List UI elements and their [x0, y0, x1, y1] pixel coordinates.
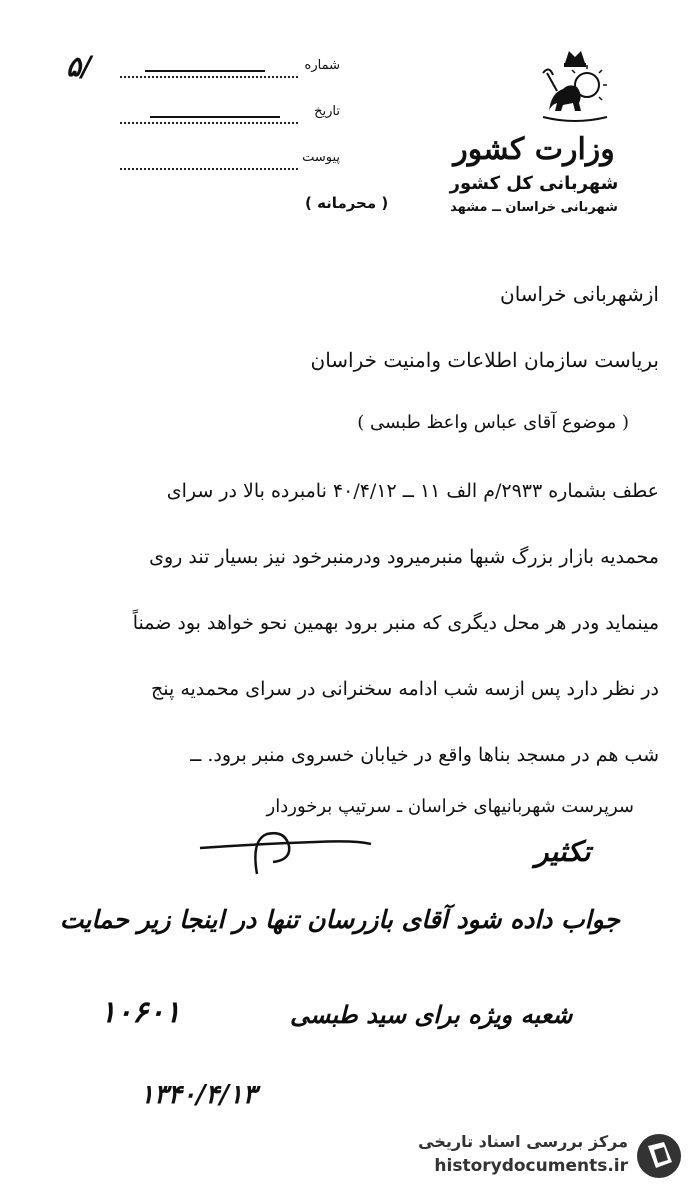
number-strike-mark: [145, 70, 265, 72]
watermark-url: historydocuments.ir: [434, 1156, 628, 1176]
body-line: محمدیه بازار بزرگ شبها منبرمیرود ودرمنبرخود نیز بسیار تند روی: [149, 546, 659, 568]
attachment-label: پیوست: [302, 150, 340, 165]
body-line: عطف بشماره ۲۹۳۳/م الف ۱۱ ــ ۴۰/۴/۱۲ نامبرده بالا در سرای: [166, 480, 659, 502]
date-label: تاریخ: [314, 104, 340, 119]
form-fields: [60, 50, 340, 188]
number-label: شماره: [304, 58, 340, 73]
number-dotted-line: [120, 76, 298, 78]
attachment-dotted-line: [120, 168, 298, 170]
number-value: ۵/: [66, 50, 92, 83]
letter-from: ازشهربانی خراسان: [500, 282, 659, 306]
handwritten-ref-number: ۱۰۶۰۱: [100, 995, 181, 1030]
lion-and-sun-emblem-icon: [535, 45, 615, 125]
letter-subject: ( موضوع آقای عباس واعظ طبسی ): [357, 412, 629, 433]
attachment-field: [60, 142, 340, 188]
watermark-logo-icon: [634, 1132, 684, 1180]
handwritten-date: ۱۳۴۰/۴/۱۳: [140, 1080, 257, 1110]
body-line: در نظر دارد پس ازسه شب ادامه سخنرانی در سرای محمدیه پنج: [151, 678, 659, 700]
handwritten-note-copy: تکثیر: [535, 835, 591, 868]
date-strike-mark: [150, 116, 280, 118]
letterhead: [409, 132, 659, 215]
classification-label: ( محرمانه ): [305, 194, 389, 212]
signature-scribble-icon: [195, 820, 375, 880]
body-line: شب هم در مسجد بناها واقع در خیابان خسروی منبر برود. ــ: [190, 744, 659, 766]
body-line: مینماید ودر هر محل دیگری که منبر برود بهمین نحو خواهد بود ضمناً: [132, 612, 659, 634]
number-field: [60, 50, 340, 96]
signature-line: سرپرست شهربانیهای خراسان ـ سرتیپ برخوردار: [266, 796, 634, 817]
regional-police-title: شهربانی خراسان ــ مشهد: [450, 200, 618, 215]
date-field: [60, 96, 340, 142]
handwritten-note-reply: جواب داده شود آقای بازرسان تنها در اینجا زیر حمایت: [59, 905, 620, 934]
date-dotted-line: [120, 122, 298, 124]
watermark-title: مرکز بررسی اسناد تاریخی: [418, 1132, 628, 1151]
ministry-title: وزارت کشور: [453, 132, 615, 167]
police-hq-title: شهربانی کل کشور: [449, 173, 619, 194]
letter-to: بریاست سازمان اطلاعات وامنیت خراسان: [310, 348, 659, 372]
handwritten-note-branch: شعبه ویژه برای سید طبسی: [290, 1000, 573, 1029]
watermark: [410, 1130, 690, 1182]
